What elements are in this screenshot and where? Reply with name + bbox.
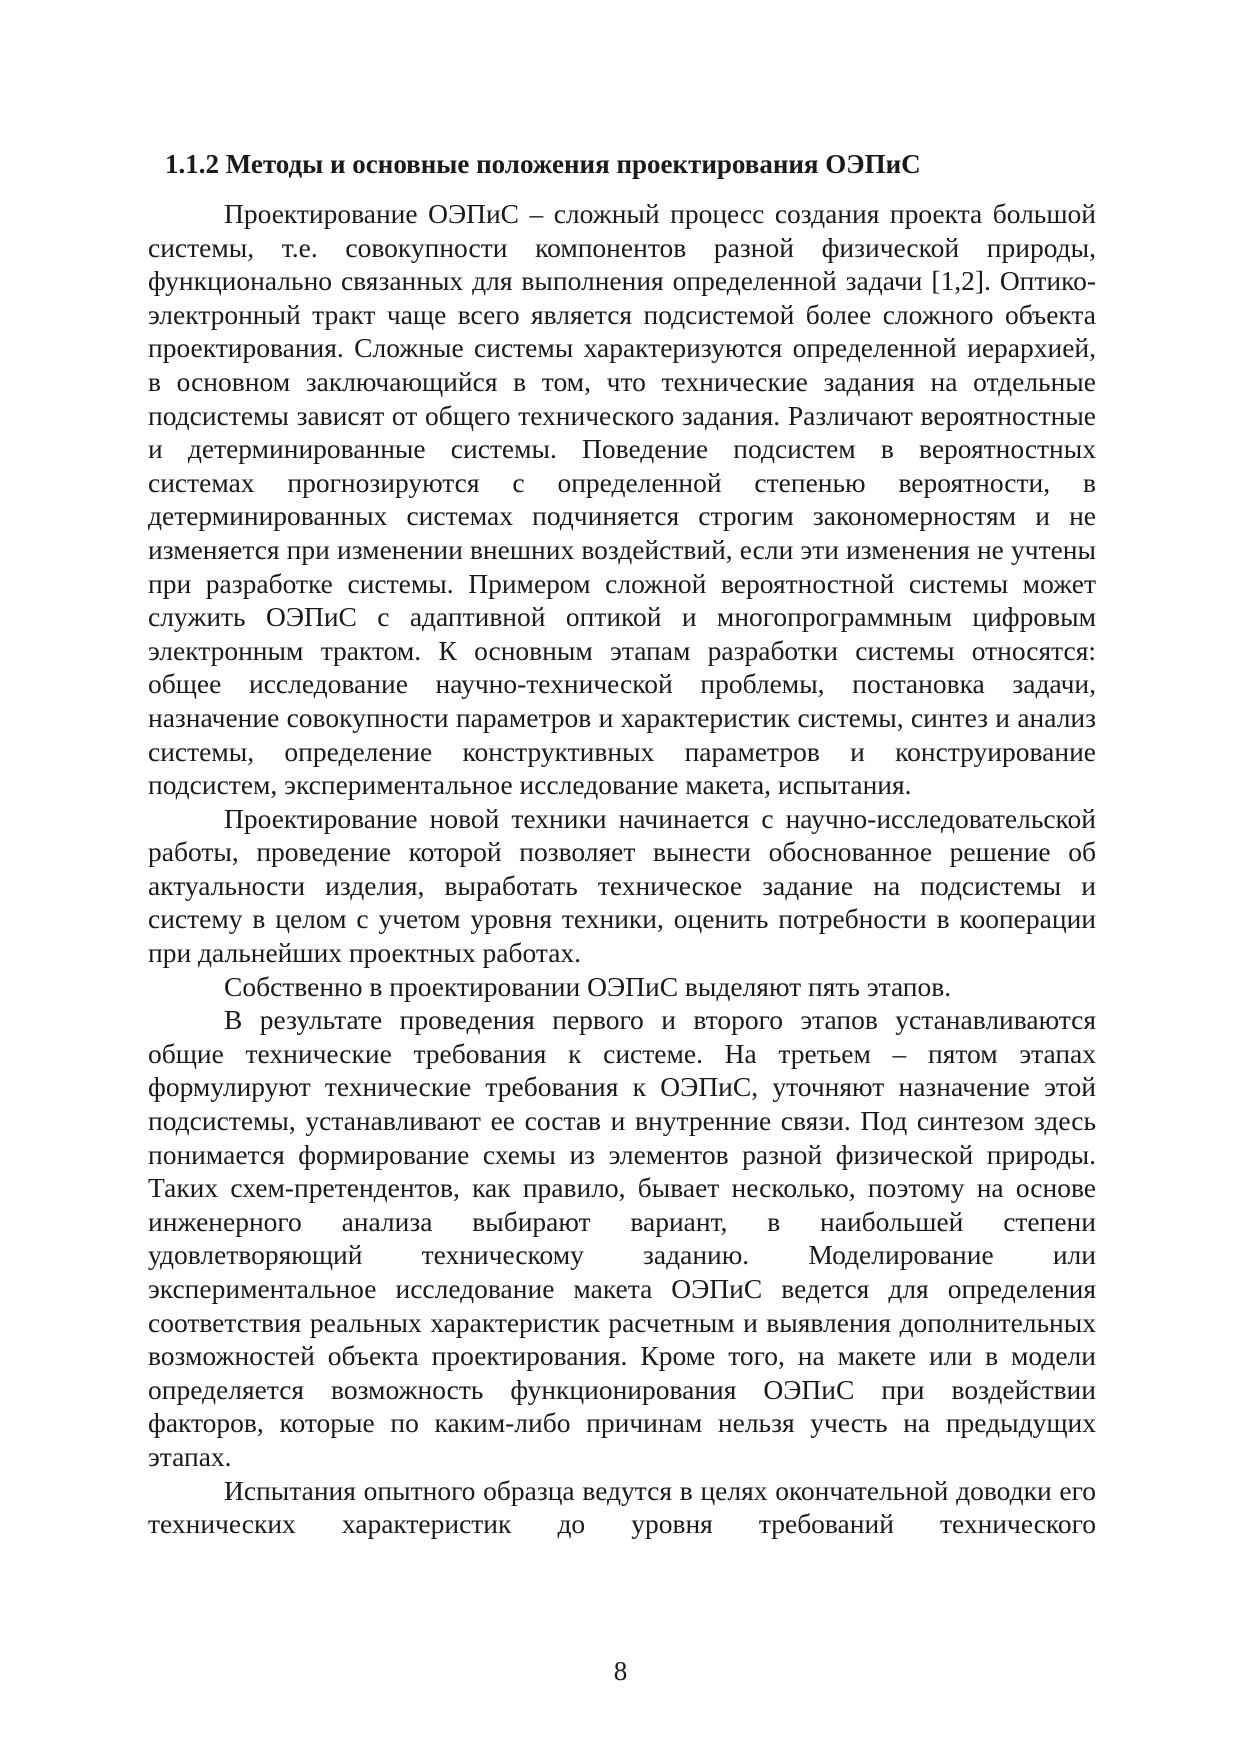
paragraph-prototype-testing: Испытания опытного образца ведутся в целях окончательной доводки его технических характеристик до уровня требований технического: [148, 1474, 1096, 1540]
paragraph-research-stage: Проектирование новой техники начинается с научно-исследовательской работы, проведение которой позволяет вынести обоснованное решение об актуальности изделия, выработать техническое задание на подсистемы и систему в целом с учетом уровня техники, оценить потребности в кооперации при дальнейших проектных работах.: [148, 802, 1096, 969]
paragraph-five-stages: Собственно в проектировании ОЭПиС выделяют пять этапов.: [224, 970, 952, 1002]
body-text: [148, 197, 1096, 1541]
paragraph-stage-results: В результате проведения первого и второго этапов устанавливаются общие технические требования к системе. На третьем – пятом этапах формулируют технические требования к ОЭПиС, уточняют назначение этой подсистемы, устанавливают ее состав и внутренние связи. Под синтезом здесь понимается формирование схемы из элементов разной физической природы. Таких схем-претендентов, как правило, бывает несколько, поэтому на основе инженерного анализа выбирают вариант, в наибольшей степени удовлетворяющий техническому заданию. Моделирование или экспериментальное исследование макета ОЭПиС ведется для определения соответствия реальных характеристик расчетным и выявления дополнительных возможностей объекта проектирования. Кроме того, на макете или в модели определяется возможность функционирования ОЭПиС при воздействии факторов, которые по каким-либо причинам нельзя учесть на предыдущих этапах.: [148, 1004, 1096, 1472]
paragraph-design-overview: Проектирование ОЭПиС – сложный процесс создания проекта большой системы, т.е. совокупности компонентов разной физической природы, функционально связанных для выполнения определенной задачи [1,2]. Оптико-электронный тракт чаще всего является подсистемой более сложного объекта проектирования. Сложные системы характеризуются определенной иерархией, в основном заключающийся в том, что технические задания на отдельные подсистемы зависят от общего технического задания. Различают вероятностные и детерминированные системы. Поведение подсистем в вероятностных системах прогнозируются с определенной степенью вероятности, в детерминированных системах подчиняется строгим закономерностям и не изменяется при изменении внешних воздействий, если эти изменения не учтены при разработке системы. Примером сложной вероятностной системы может служить ОЭПиС с адаптивной оптикой и многопрограммным цифровым электронным трактом. К основным этапам разработки системы относятся: общее исследование научно-технической проблемы, постановка задачи, назначение совокупности параметров и характеристик системы, синтез и анализ системы, определение конструктивных параметров и конструирование подсистем, экспериментальное исследование макета, испытания.: [148, 198, 1096, 801]
page-number: 8: [613, 1656, 628, 1686]
section-heading: 1.1.2 Методы и основные положения проектирования ОЭПиС: [165, 149, 921, 179]
